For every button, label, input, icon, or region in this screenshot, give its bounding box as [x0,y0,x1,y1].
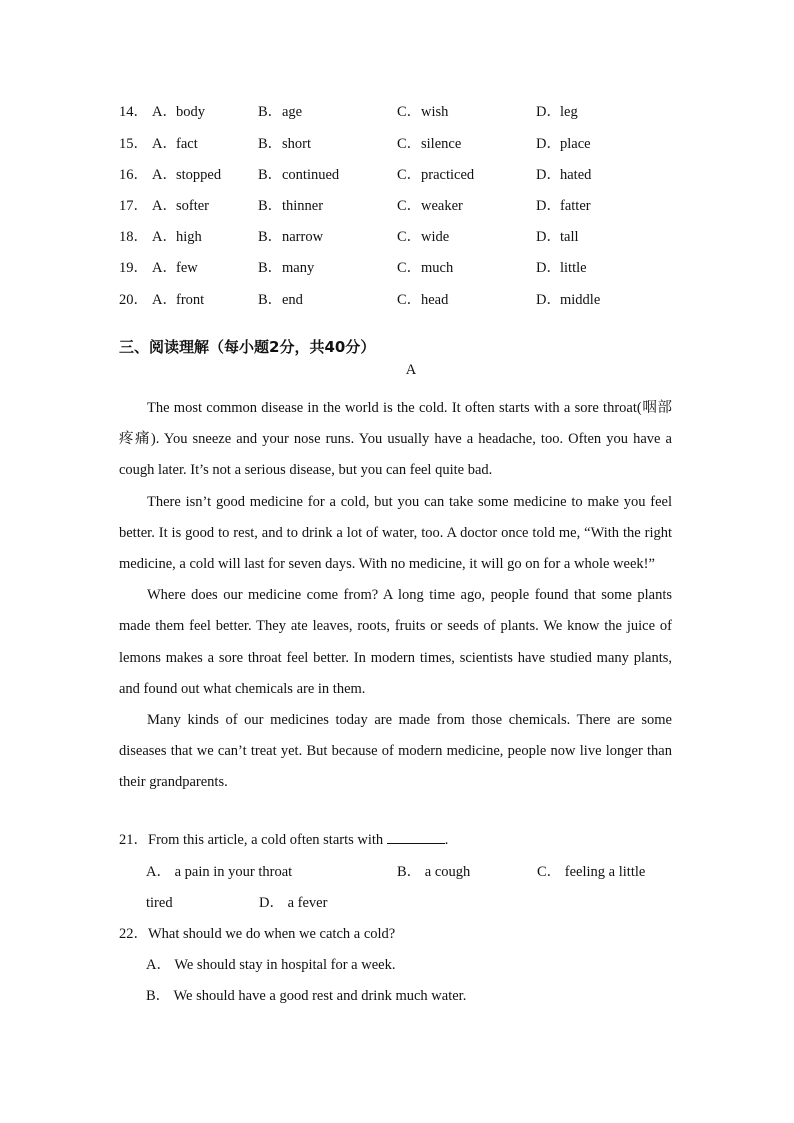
q21-option-a: A． a pain in your throat [146,864,293,880]
option-d: D．little [536,260,587,276]
paragraph: The most common disease in the world is the cold. It often starts with a sore throat(咽部疼痛). You sneeze and your nose runs. You usually have a headache, too. Often you have a cough later. It’s not a serious disease, but you can feel quite bad. [119,400,672,479]
question-number: 20． [119,292,148,308]
question-number: 18． [119,229,148,245]
question-number: 19． [119,260,148,276]
answer-blank [387,830,445,844]
question-stem: 21．From this article, a cold often starts with [119,832,384,848]
q21-option-c-continued: tired [146,895,173,911]
option-c: C．head [397,292,449,308]
option-c: C．weaker [397,198,463,214]
option-a: A．fact [152,136,198,152]
option-a: A．high [152,229,202,245]
option-d: D．hated [536,167,592,183]
paragraph: Many kinds of our medicines today are made from those chemicals. There are some diseases that we can’t treat yet. But because of modern medicine, people now live longer than their grandparents. [119,712,672,791]
option-b: B．thinner [258,198,324,214]
passage-label: A [405,362,417,378]
q21-option-b: B． a cough [397,864,471,880]
reading-passage [119,393,672,799]
option-d: D．tall [536,229,579,245]
question-number: 15． [119,136,148,152]
option-d: D．leg [536,104,578,120]
option-b: B．age [258,104,303,120]
question-number: 17． [119,198,148,214]
option-a: A．front [152,292,205,308]
paragraph: Where does our medicine come from? A long time ago, people found that some plants made them feel better. They ate leaves, roots, fruits or seeds of plants. We know the juice of lemons makes a sore throat feel better. In modern times, scientists have studied many plants, and found out what chemicals are in them. [119,587,672,697]
question-21 [119,830,448,850]
option-b: B．end [258,292,303,308]
option-a: A．softer [152,198,210,214]
option-d: D．place [536,136,591,152]
stem-end: . [444,832,449,848]
paragraph: There isn’t good medicine for a cold, but you can take some medicine to make you feel better. It is good to rest, and to drink a lot of water, too. A doctor once told me, “With the right medicine, a cold will last for seven days. With no medicine, it will go on for a whole week!” [119,493,672,573]
question-number: 16． [119,167,148,183]
q22-option-b: B． We should have a good rest and drink much water. [146,988,467,1004]
question-number: 14． [119,104,148,120]
option-c: C．wish [397,104,449,120]
option-d: D．middle [536,292,601,308]
option-b: B．narrow [258,229,324,245]
option-a: A．few [152,260,198,276]
option-c: C．silence [397,136,462,152]
option-c: C．much [397,260,454,276]
q21-option-d: D． a fever [259,895,328,911]
option-c: C．practiced [397,167,475,183]
option-d: D．fatter [536,198,591,214]
option-c: C．wide [397,229,450,245]
question-22: 22．What should we do when we catch a cold? [119,926,396,942]
option-b: B．short [258,136,311,152]
option-b: B．many [258,260,315,276]
q21-option-c: C． feeling a little [537,864,646,880]
option-a: A．body [152,104,205,120]
option-b: B．continued [258,167,340,183]
q22-option-a: A． We should stay in hospital for a week. [146,957,396,973]
section-title: 三、阅读理解（每小题2分，共40分） [119,338,376,356]
option-a: A．stopped [152,167,222,183]
